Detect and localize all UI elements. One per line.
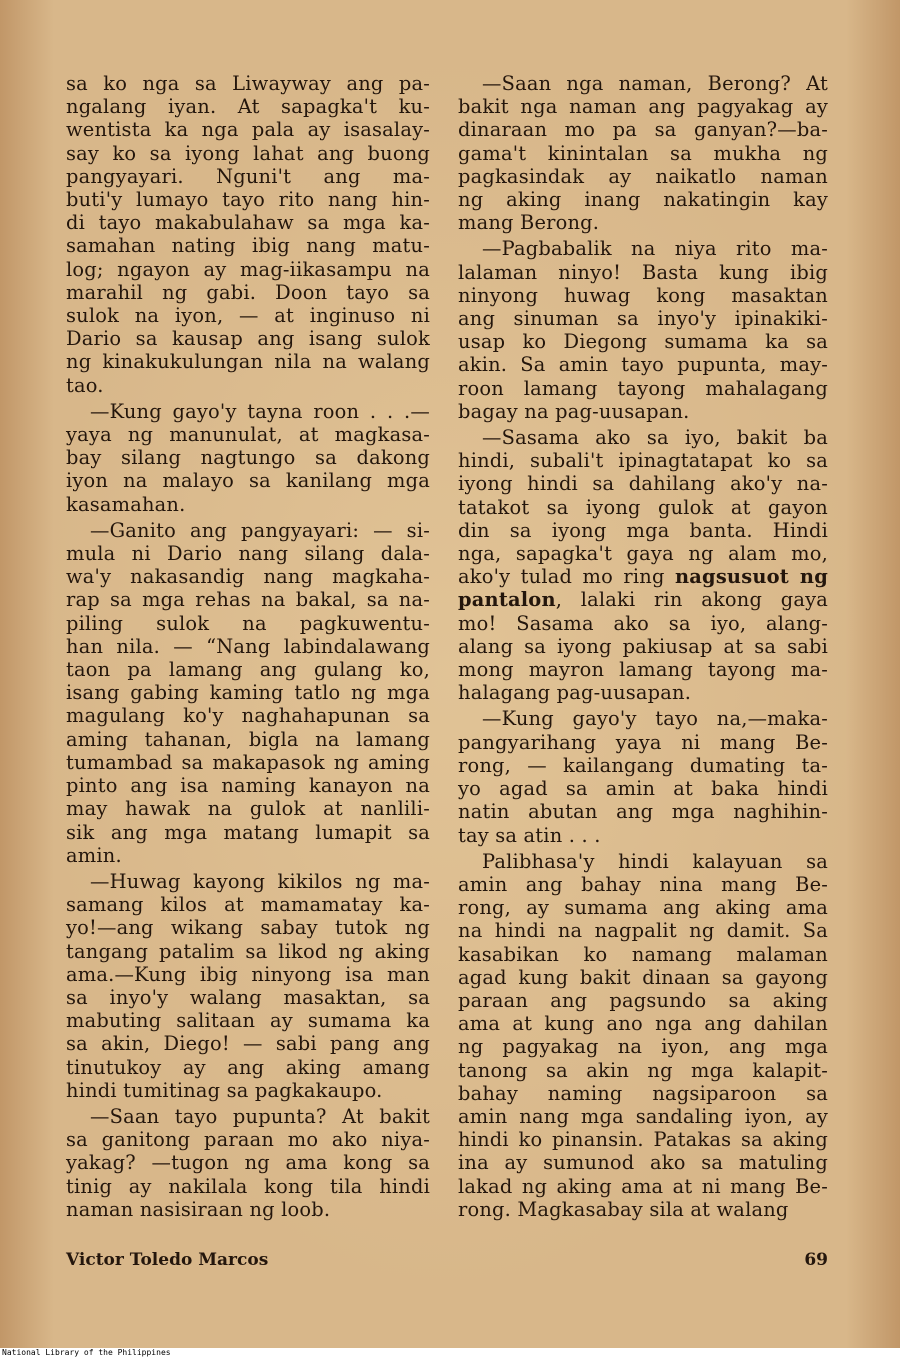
text-line: iyon na malayo sa kanilang mga: [66, 469, 430, 493]
text-line: piling sulok na pagkuwentu-: [66, 611, 430, 635]
text-line: yakag? —tugon ng ama kong sa: [66, 1151, 430, 1175]
text-line: rap sa mga rehas na bakal, sa na-: [66, 588, 430, 612]
text-line: bay silang nagtungo sa dakong: [66, 446, 430, 470]
text-line: tay sa atin . . .: [458, 823, 601, 847]
text-line: sa akin, Diego! — sabi pang ang: [66, 1032, 430, 1056]
text-line: buti'y lumayo tayo rito nang hin-: [66, 188, 430, 212]
text-line: kasamahan.: [66, 492, 186, 516]
text-line: aming tahanan, bigla na lamang: [66, 727, 430, 751]
text-line: naman nasisiraan ng loob.: [66, 1197, 331, 1221]
text-line: rong. Magkasabay sila at walang: [458, 1197, 789, 1221]
text-line: yaya ng manunulat, at magkasa-: [66, 423, 430, 447]
text-line: ng pagyakag na iyon, ang mga: [458, 1035, 828, 1059]
text-line: han nila. — “Nang labindalawang: [66, 634, 430, 658]
text-line: —Saan tayo pupunta? At bakit: [90, 1104, 430, 1128]
text-line: mo! Sasama ako sa iyo, alang-: [458, 611, 828, 635]
text-line: mang Berong.: [458, 211, 600, 235]
text-line: dinaraan mo pa sa ganyan?—ba-: [458, 118, 828, 142]
paragraph: [458, 72, 828, 234]
text-line: isang gabing kaming tatlo ng mga: [66, 681, 430, 705]
text-line: sa ko nga sa Liwayway ang pa-: [66, 72, 430, 95]
author-name: Victor Toledo Marcos: [66, 1250, 269, 1270]
text-line: amin ang bahay nina mang Be-: [458, 872, 828, 896]
text-line: —Huwag kayong kikilos ng ma-: [90, 869, 430, 893]
text-line: —Kung gayo'y tayo na,—maka-: [482, 707, 828, 731]
text-line: kasabikan ko namang malaman: [458, 942, 828, 966]
text-line: ngalang iyan. At sapagka't ku-: [66, 95, 430, 119]
paragraph: [458, 237, 828, 423]
text-line: log; ngayon ay mag-iikasampu na: [66, 257, 430, 281]
text-line: taon pa lamang ang gulang ko,: [66, 658, 430, 682]
text-line: bagay na pag-uusapan.: [458, 399, 690, 423]
text-line: ng aking inang nakatingin kay: [458, 188, 828, 212]
text-line: pagkasindak ay naikatlo naman: [458, 164, 828, 188]
text-line: ama.—Kung ibig ninyong isa man: [66, 962, 430, 986]
text-line: ina ay sumunod ako sa matuling: [458, 1151, 828, 1175]
text-line: marahil ng gabi. Doon tayo sa: [66, 280, 430, 304]
text-line: —Sasama ako sa iyo, bakit ba: [482, 426, 828, 450]
library-credit: National Library of the Philippines: [2, 1348, 171, 1357]
text-line: —Pagbabalik na niya rito ma-: [482, 237, 828, 261]
text-line: wentista ka nga pala ay isasalay-: [66, 118, 430, 142]
text-line: agad kung bakit dinaan sa gayong: [458, 965, 828, 989]
text-line: ama at kung ano nga ang dahilan: [458, 1012, 828, 1036]
text-line: nga, sapagka't gaya ng alam mo,: [458, 542, 828, 566]
text-line: halagang pag-uusapan.: [458, 681, 692, 705]
text-line: din sa iyong mga banta. Hindi: [458, 518, 828, 542]
paragraph: [66, 400, 430, 516]
text-line: usap ko Diegong sumama ka sa: [458, 330, 828, 354]
text-line: hindi ko pinansin. Patakas sa aking: [458, 1128, 828, 1152]
paragraph: [66, 519, 430, 867]
text-line: amin nang mga sandaling iyon, ay: [458, 1104, 828, 1128]
text-line: wa'y nakasandig nang magkaha-: [66, 565, 430, 589]
text-line: tinutukoy ay ang aking amang: [66, 1055, 430, 1079]
text-line: alang sa iyong pakiusap at sa sabi: [458, 634, 828, 658]
text-line: —Ganito ang pangyayari: — si-: [90, 518, 430, 542]
text-line: yo!—ang wikang sabay tutok ng: [66, 916, 430, 940]
text-line: mong mayron lamang tayong ma-: [458, 658, 828, 682]
text-line: mula ni Dario nang silang dala-: [66, 542, 430, 566]
text-line: pangyarihang yaya ni mang Be-: [458, 730, 828, 754]
text-line: sulok na iyon, — at inginuso ni: [66, 304, 430, 328]
text-line: tao.: [66, 373, 104, 397]
text-line: ang sinuman sa inyo'y ipinakiki-: [458, 307, 828, 331]
text-line: Dario sa kausap ang isang sulok: [66, 327, 430, 351]
text-line: —Kung gayo'y tayna roon . . .—: [90, 399, 430, 423]
text-line: bahay naming nagsiparoon sa: [458, 1081, 828, 1105]
text-line: ng kinakukulungan nila na walang: [66, 350, 430, 374]
text-line: hindi, subali't ipinagtatapat ko sa: [458, 449, 828, 473]
text-line: tumambad sa makapasok ng aming: [66, 750, 430, 774]
text-line: di tayo makabulahaw sa mga ka-: [66, 211, 430, 235]
text-line: tangang patalim sa likod ng aking: [66, 939, 430, 963]
page-number: 69: [804, 1250, 828, 1270]
text-line: amin.: [66, 843, 122, 867]
text-line: rong, — kailangang dumating ta-: [458, 753, 828, 777]
text-line: say ko sa iyong lahat ang buong: [66, 141, 430, 165]
text-line: magulang ko'y naghahapunan sa: [66, 704, 430, 728]
text-line: ninyong huwag kong masaktan: [458, 283, 828, 307]
paragraph: [458, 426, 828, 704]
text-line: ako'y tulad mo ring nagsusuot ng: [458, 565, 828, 589]
text-line: pinto ang isa naming kanayon na: [66, 774, 430, 798]
text-line: akin. Sa amin tayo pupunta, may-: [458, 353, 828, 377]
paragraph: [66, 72, 430, 397]
text-line: samang kilos at mamamatay ka-: [66, 893, 430, 917]
paragraph: [66, 870, 430, 1102]
text-line: samahan nating ibig nang matu-: [66, 234, 430, 258]
paragraph: [458, 850, 828, 1221]
text-line: tanong sa akin ng mga kalapit-: [458, 1058, 828, 1082]
right-text-column: [458, 72, 828, 1224]
text-line: —Saan nga naman, Berong? At: [482, 72, 828, 95]
text-line: iyong hindi sa dahilang ako'y na-: [458, 472, 828, 496]
text-line: natin abutan ang mga naghihin-: [458, 800, 828, 824]
text-line: bakit nga naman ang pagyakag ay: [458, 95, 828, 119]
text-line: lalaman ninyo! Basta kung ibig: [458, 260, 828, 284]
paragraph: [458, 707, 828, 846]
text-line: roon lamang tayong mahalagang: [458, 376, 828, 400]
paragraph: [66, 1105, 430, 1221]
text-line: may hawak na gulok at nanlili-: [66, 797, 430, 821]
text-line: lakad ng aking ama at ni mang Be-: [458, 1174, 828, 1198]
text-line: sik ang mga matang lumapit sa: [66, 820, 430, 844]
text-line: na hindi na nagpalit ng damit. Sa: [458, 919, 828, 943]
text-line: paraan ang pagsundo sa aking: [458, 988, 828, 1012]
text-line: tinig ay nakilala kong tila hindi: [66, 1174, 430, 1198]
text-line: tatakot sa iyong gulok at gayon: [458, 495, 828, 519]
text-line: sa inyo'y walang masaktan, sa: [66, 985, 430, 1009]
text-line: pangyayari. Nguni't ang ma-: [66, 164, 430, 188]
text-line: pantalon, lalaki rin akong gaya: [458, 588, 828, 612]
text-line: yo agad sa amin at baka hindi: [458, 777, 828, 801]
text-line: sa ganitong paraan mo ako niya-: [66, 1128, 430, 1152]
text-line: rong, ay sumama ang aking ama: [458, 896, 828, 920]
text-line: mabuting salitaan ay sumama ka: [66, 1009, 430, 1033]
text-line: Palibhasa'y hindi kalayuan sa: [482, 849, 828, 873]
text-line: gama't kinintalan sa mukha ng: [458, 141, 828, 165]
left-text-column: [66, 72, 430, 1224]
text-line: hindi tumitinag sa pagkakaupo.: [66, 1078, 383, 1102]
